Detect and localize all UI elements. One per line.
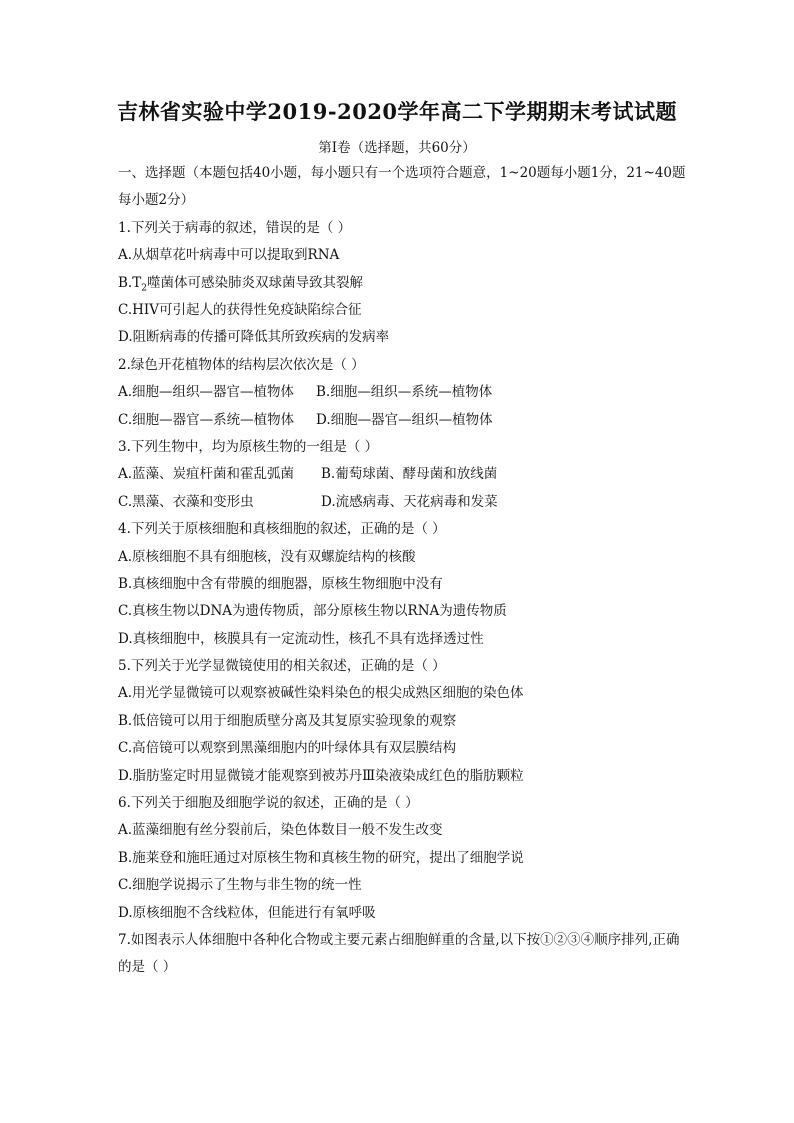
question-2-stem: 2.绿色开花植物体的结构层次依次是（ ）: [118, 356, 365, 373]
question-2-option-a: A.细胞—组织—器官—植物体: [118, 384, 295, 401]
question-1-option-a: A.从烟草花叶病毒中可以提取到RNA: [118, 247, 340, 264]
question-4-option-b: B.真核细胞中含有带膜的细胞器，原核生物细胞中没有: [118, 575, 443, 592]
question-4-stem: 4.下列关于原核细胞和真核细胞的叙述，正确的是（ ）: [118, 521, 446, 538]
question-4-option-c: C.真核生物以DNA为遗传物质，部分原核生物以RNA为遗传物质: [118, 603, 507, 620]
question-2-options-row-2: [118, 407, 688, 434]
question-6-option-a: A.蓝藻细胞有丝分裂前后，染色体数目一般不发生改变: [118, 822, 443, 839]
question-3-option-c: C.黑藻、衣藻和变形虫: [118, 493, 254, 510]
question-4-option-a: A.原核细胞不具有细胞核，没有双螺旋结构的核酸: [118, 548, 416, 565]
question-1-option-d: D.阻断病毒的传播可降低其所致疾病的发病率: [118, 329, 390, 346]
question-3-options-row-2: [118, 489, 688, 516]
question-2-option-c: C.细胞—器官—系统—植物体: [118, 411, 295, 428]
question-3-stem: 3.下列生物中，均为原核生物的一组是（ ）: [118, 438, 379, 455]
section-subtitle: 第I卷（选择题，共60分）: [318, 140, 476, 156]
question-3-option-d: D.流感病毒、天花病毒和发菜: [321, 493, 498, 510]
question-3-option-b: B.葡萄球菌、酵母菌和放线菌: [321, 466, 498, 483]
question-7-stem: 7.如图表示人体细胞中各种化合物或主要元素占细胞鲜重的含量,以下按①②③④顺序排列,正确的是（ ）: [118, 931, 680, 976]
question-5-option-b: B.低倍镜可以用于细胞质壁分离及其复原实验现象的观察: [118, 712, 457, 729]
question-6-option-b: B.施莱登和施旺通过对原核生物和真核生物的研究，提出了细胞学说: [118, 849, 524, 866]
question-3-options-row-1: [118, 461, 688, 488]
question-5-option-c: C.高倍镜可以观察到黑藻细胞内的叶绿体具有双层膜结构: [118, 740, 457, 757]
question-2-options-row-1: [118, 379, 688, 406]
option-b-prefix: B.T: [118, 274, 142, 291]
question-1-option-b: [118, 270, 688, 297]
question-6-option-d: D.原核细胞不含线粒体，但能进行有氧呼吸: [118, 904, 376, 921]
exam-content: [118, 160, 688, 982]
question-1-option-c: C.HIV可引起人的获得性免疫缺陷综合征: [118, 301, 362, 318]
section-intro: 一、选择题（本题包括40小题，每小题只有一个选项符合题意，1~20题每小题1分，21~40题每小题2分）: [118, 165, 686, 209]
question-5-option-a: A.用光学显微镜可以观察被碱性染料染色的根尖成熟区细胞的染色体: [118, 685, 524, 702]
question-3-option-a: A.蓝藻、炭疽杆菌和霍乱弧菌: [118, 466, 295, 483]
option-b-text: 噬菌体可感染肺炎双球菌导致其裂解: [146, 274, 363, 291]
question-1-stem: 1.下列关于病毒的叙述，错误的是（ ）: [118, 219, 352, 236]
question-2-option-b: B.细胞—组织—系统—植物体: [316, 384, 493, 401]
question-6-option-c: C.细胞学说揭示了生物与非生物的统一性: [118, 877, 362, 894]
question-5-stem: 5.下列关于光学显微镜使用的相关叙述，正确的是（ ）: [118, 658, 446, 675]
question-5-option-d: D.脂肪鉴定时用显微镜才能观察到被苏丹Ⅲ染液染成红色的脂肪颗粒: [118, 767, 524, 784]
question-4-option-d: D.真核细胞中，核膜具有一定流动性，核孔不具有选择透过性: [118, 630, 484, 647]
option-b-subscript: 2: [141, 283, 147, 294]
question-6-stem: 6.下列关于细胞及细胞学说的叙述，正确的是（ ）: [118, 795, 419, 812]
question-2-option-d: D.细胞—器官—组织—植物体: [316, 411, 493, 428]
page-title: 吉林省实验中学2019-2020学年高二下学期期末考试试题: [116, 99, 678, 124]
